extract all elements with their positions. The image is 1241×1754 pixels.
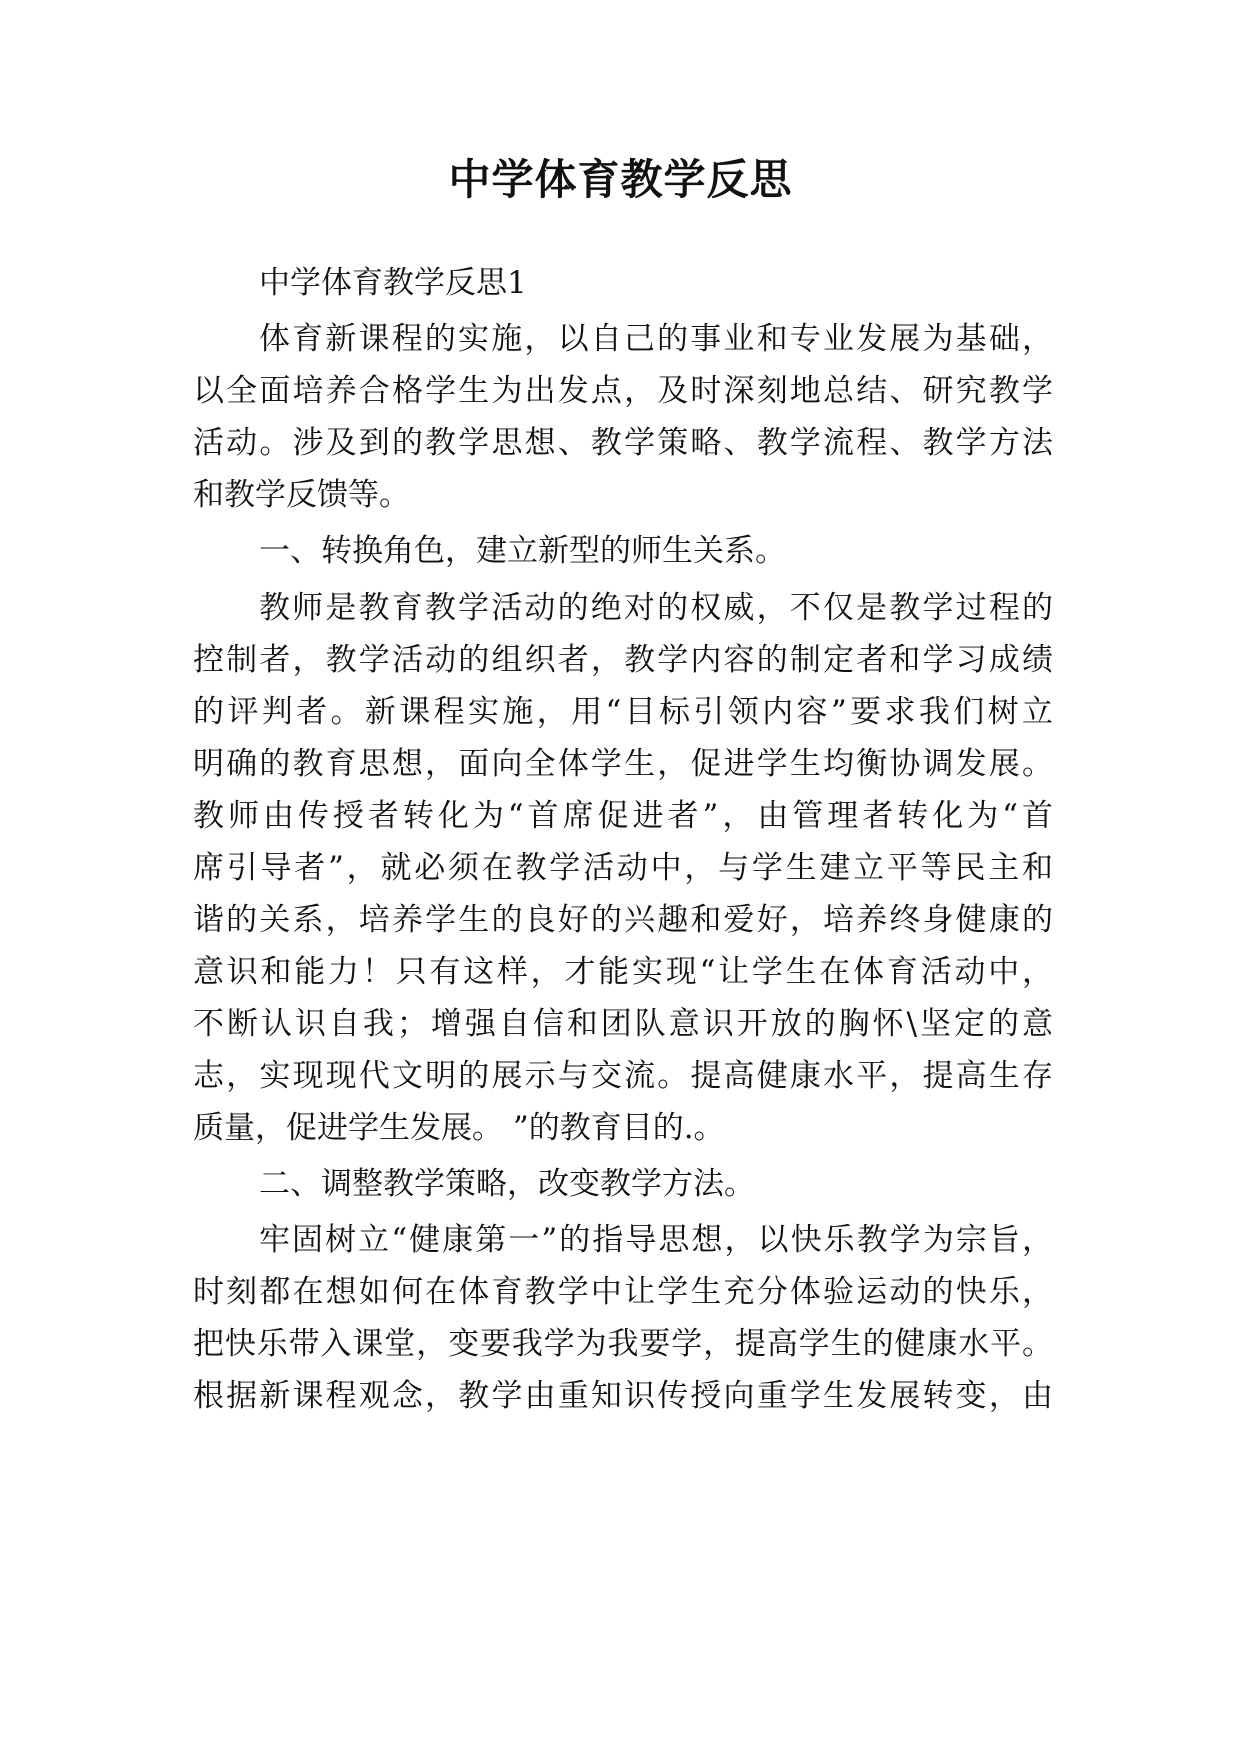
body-line: 时刻都在想如何在体育教学中让学生充分体验运动的快乐，	[193, 1274, 1053, 1310]
body-line: 教师由传授者转化为“首席促进者”，由管理者转化为“首	[193, 798, 1053, 834]
body-line: 活动。涉及到的教学思想、教学策略、教学流程、教学方法	[193, 425, 1053, 461]
body-line: 教师是教育教学活动的绝对的权威，不仅是教学过程的	[259, 590, 1053, 626]
section-heading: 中学体育教学反思1	[259, 265, 527, 301]
body-line: 明确的教育思想，面向全体学生，促进学生均衡协调发展。	[193, 746, 1053, 782]
subheading: 一、转换角色，建立新型的师生关系。	[259, 533, 786, 569]
body-line: 控制者，教学活动的组织者，教学内容的制定者和学习成绩	[193, 642, 1053, 678]
body-line: 体育新课程的实施，以自己的事业和专业发展为基础，	[259, 321, 1053, 357]
body-line: 意识和能力！只有这样，才能实现“让学生在体育活动中，	[193, 954, 1053, 990]
subheading: 二、调整教学策略，改变教学方法。	[259, 1166, 755, 1202]
body-line: 和教学反馈等。	[193, 477, 410, 513]
document-title: 中学体育教学反思	[448, 155, 793, 204]
body-line: 志，实现现代文明的展示与交流。提高健康水平，提高生存	[193, 1058, 1053, 1094]
body-line: 的评判者。新课程实施，用“目标引领内容”要求我们树立	[193, 694, 1053, 730]
body-line: 不断认识自我；增强自信和团队意识开放的胸怀\坚定的意	[193, 1006, 1053, 1042]
body-line: 根据新课程观念，教学由重知识传授向重学生发展转变，由	[193, 1378, 1053, 1414]
body-line: 以全面培养合格学生为出发点，及时深刻地总结、研究教学	[193, 373, 1053, 409]
body-line: 牢固树立“健康第一”的指导思想，以快乐教学为宗旨，	[259, 1222, 1053, 1258]
body-line: 质量，促进学生发展。 ”的教育目的.。	[193, 1110, 725, 1146]
body-line: 把快乐带入课堂，变要我学为我要学，提高学生的健康水平。	[193, 1326, 1053, 1362]
body-line: 谐的关系，培养学生的良好的兴趣和爱好，培养终身健康的	[193, 902, 1053, 938]
body-line: 席引导者”，就必须在教学活动中，与学生建立平等民主和	[193, 850, 1053, 886]
